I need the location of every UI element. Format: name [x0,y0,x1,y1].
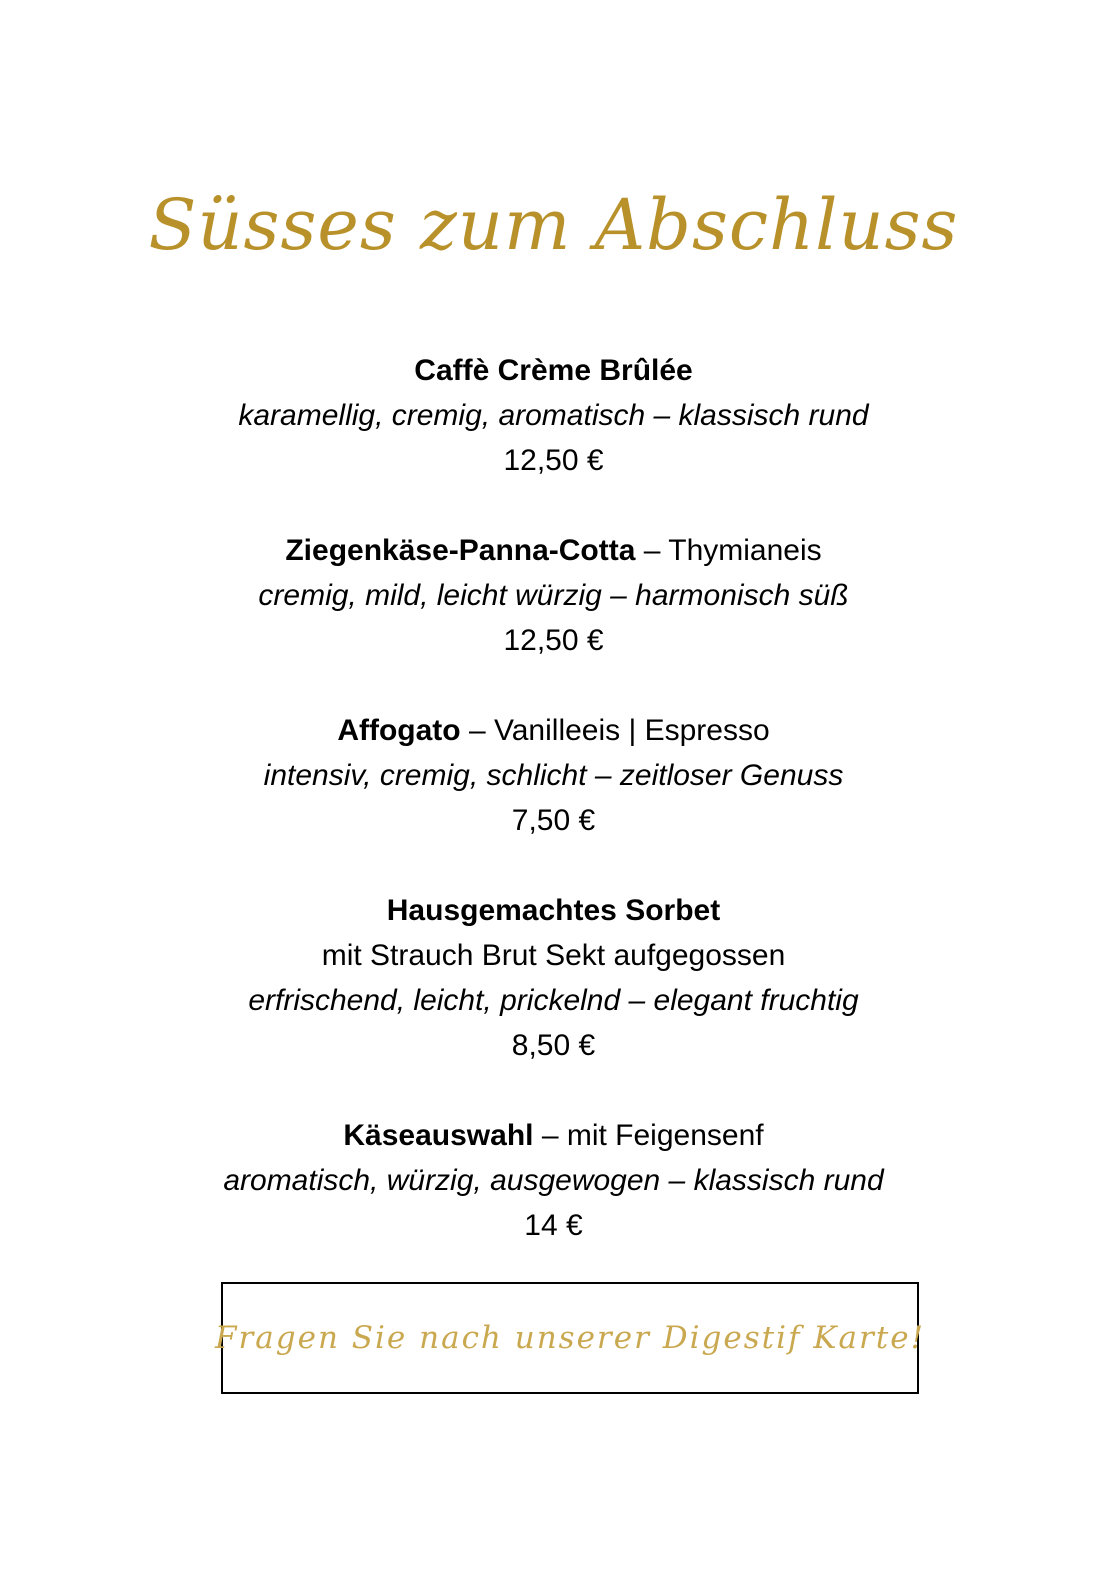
item-heading [0,528,1107,573]
menu-item-kaeseauswahl [0,1113,1107,1248]
item-addition: mit Feigensenf [566,1119,764,1152]
menu-item-panna-cotta [0,528,1107,663]
item-heading [0,708,1107,753]
item-separator: – [533,1119,567,1152]
digestif-note-box [214,1282,926,1394]
item-subline: mit Strauch Brut Sekt aufgegossen [321,939,786,972]
item-name: Ziegenkäse-Panna-Cotta [285,534,636,567]
item-price: 8,50 € [511,1029,596,1062]
item-price: 12,50 € [503,444,604,477]
item-description: erfrischend, leicht, prickelnd – elegant fruchtig [248,984,859,1017]
item-addition: Vanilleeis | Espresso [493,714,770,747]
item-separator: – [635,534,669,567]
item-heading [0,888,1107,933]
menu-title: Süsses zum Abschluss [148,184,959,266]
item-price: 14 € [524,1209,583,1242]
item-price: 7,50 € [511,804,596,837]
item-name: Caffè Crème Brûlée [414,354,693,387]
item-price: 12,50 € [503,624,604,657]
item-description: karamellig, cremig, aromatisch – klassisch rund [238,399,869,432]
menu-item-affogato [0,708,1107,843]
item-description: cremig, mild, leicht würzig – harmonisch süß [258,579,849,612]
item-heading [0,1113,1107,1158]
item-heading [0,348,1107,393]
menu-item-sorbet [0,888,1107,1068]
item-name: Käseauswahl [343,1119,534,1152]
item-addition: Thymianeis [668,534,822,567]
item-separator: – [460,714,494,747]
menu-item-creme-brulee [0,348,1107,483]
digestif-note: Fragen Sie nach unserer Digestif Karte! [214,1320,926,1356]
item-name: Affogato [337,714,461,747]
item-description: intensiv, cremig, schlicht – zeitloser Genuss [263,759,844,792]
item-name: Hausgemachtes Sorbet [386,894,721,927]
item-description: aromatisch, würzig, ausgewogen – klassisch rund [223,1164,884,1197]
